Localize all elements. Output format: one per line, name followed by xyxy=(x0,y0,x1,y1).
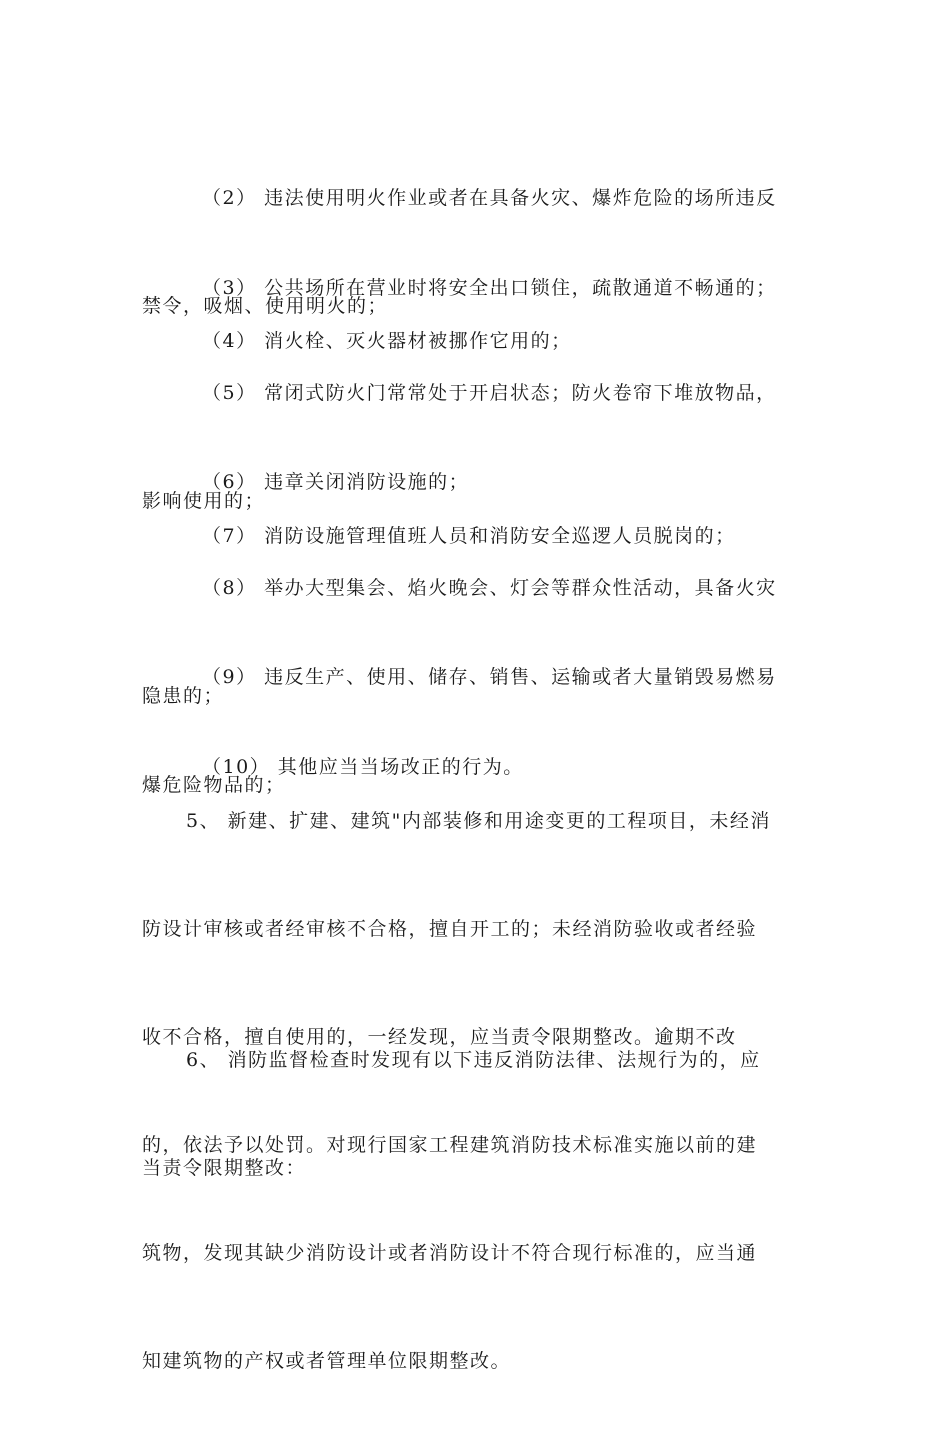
list-item-7-line-1: （7） 消防设施管理值班人员和消防安全巡逻人员脱岗的； xyxy=(202,525,736,547)
section-5-line-3: 收不合格，擅自使用的，一经发现，应当责令限期整改。逾期不改 xyxy=(142,1026,737,1048)
list-item-4-line-1: （4） 消火栓、灭火器材被挪作它用的； xyxy=(202,330,572,352)
list-item-3-line-1: （3） 公共场所在营业时将安全出口锁住，疏散通道不畅通的； xyxy=(202,277,777,299)
list-item-5-line-1: （5） 常闭式防火门常常处于开启状态；防火卷帘下堆放物品， xyxy=(202,382,777,404)
section-6-paragraph xyxy=(142,970,810,1258)
list-item-2-line-1: （2） 违法使用明火作业或者在具备火灾、爆炸危险的场所违反 xyxy=(202,187,777,209)
list-item-8-line-2: 隐患的； xyxy=(142,685,225,707)
list-item-10-line-1: （10） 其他应当当场改正的行为。 xyxy=(202,756,524,778)
list-item-6-line-1: （6） 违章关闭消防设施的； xyxy=(202,471,470,493)
list-item-9-line-2: 爆危险物品的； xyxy=(142,774,286,796)
list-item-2-line-2: 禁令，吸烟、使用明火的； xyxy=(142,295,389,317)
list-item-8-line-1: （8） 举办大型集会、焰火晚会、灯会等群众性活动，具备火灾 xyxy=(202,577,777,599)
section-5-line-5: 筑物，发现其缺少消防设计或者消防设计不符合现行标准的，应当通 xyxy=(142,1242,758,1264)
list-item-9-line-1: （9） 违反生产、使用、储存、销售、运输或者大量销毁易燃易 xyxy=(202,666,777,688)
section-5-line-2: 防设计审核或者经审核不合格，擅自开工的；未经消防验收或者经验 xyxy=(142,918,758,940)
section-6-line-2: 当责令限期整改： xyxy=(142,1157,307,1179)
section-5-line-1: 5、 新建、扩建、建筑"内部装修和用途变更的工程项目，未经消 xyxy=(186,810,771,832)
section-6-line-1: 6、 消防监督检查时发现有以下违反消防法律、法规行为的，应 xyxy=(186,1049,761,1071)
list-item-5-line-2: 影响使用的； xyxy=(142,490,266,512)
section-5-line-4: 的，依法予以处罚。对现行国家工程建筑消防技术标准实施以前的建 xyxy=(142,1134,758,1156)
section-5-line-6: 知建筑物的产权或者管理单位限期整改。 xyxy=(142,1350,512,1372)
